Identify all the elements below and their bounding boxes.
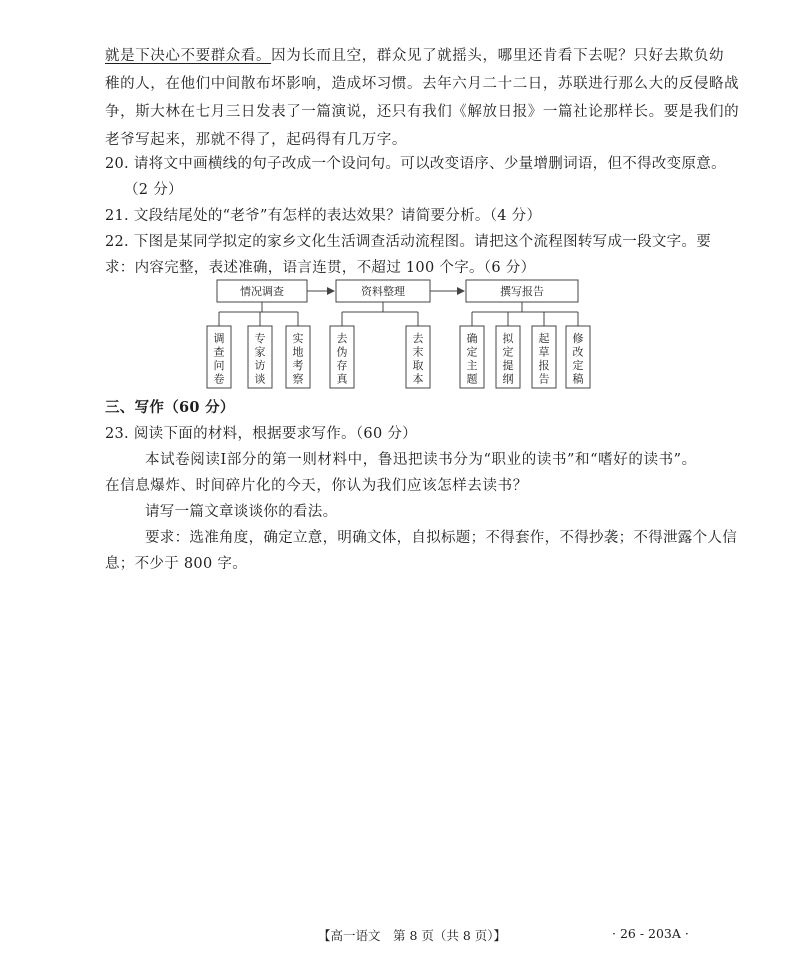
- underlined-sentence: 就是下决心不要群众看。: [105, 48, 272, 64]
- flow-box-investigate-label: 情况调查: [240, 285, 284, 298]
- material-line-1: 本试卷阅读Ⅰ部分的第一则材料中，鲁迅把读书分为“职业的读书”和“嗜好的读书”。: [145, 452, 697, 468]
- requirements-line-2: 息；不少于 800 字。: [105, 556, 247, 572]
- question-22-requirements: 求：内容完整，表述准确，语言连贯，不超过 100 个字。（6 分）: [105, 260, 536, 276]
- flow-box-organize-label: 资料整理: [361, 285, 405, 298]
- flow-v-5: 去末取本: [412, 332, 424, 386]
- material-line-3: 请写一篇文章谈谈你的看法。: [145, 504, 338, 520]
- page-footer: 【高一语文 第 8 页（共 8 页）】: [318, 928, 507, 943]
- question-20: 20. 请将文中画横线的句子改成一个设问句。可以改变语序、少量增删词语，但不得改变原意。: [105, 156, 726, 172]
- question-20-score: （2 分）: [124, 182, 183, 198]
- flow-v-8: 起草报告: [538, 332, 550, 386]
- flow-v-4: 去伪存真: [336, 332, 348, 386]
- flow-v-6: 确定主题: [466, 332, 478, 386]
- material-line-2: 在信息爆炸、时间碎片化的今天，你认为我们应该怎样去读书？: [105, 478, 528, 494]
- passage-line-1: 就是下决心不要群众看。因为长而且空，群众见了就摇头，哪里还肯看下去呢？只好去欺负幼: [105, 48, 725, 64]
- flow-v-3: 实地考察: [292, 332, 304, 386]
- question-23: 23. 阅读下面的材料，根据要求写作。（60 分）: [105, 426, 417, 442]
- flow-v-2: 专家访谈: [254, 332, 266, 386]
- flow-box-report-label: 撰写报告: [500, 285, 544, 298]
- question-21: 21. 文段结尾处的“老爷”有怎样的表达效果？请简要分析。（4 分）: [105, 208, 542, 224]
- flow-v-9: 修改定稿: [572, 332, 584, 386]
- flow-v-7: 拟定提纲: [502, 332, 514, 386]
- requirements-line-1: 要求：选准角度，确定立意，明确文体，自拟标题；不得套作，不得抄袭；不得泄露个人信: [145, 530, 737, 546]
- paper-code: · 26 - 203A ·: [612, 926, 689, 941]
- passage-line-2: 稚的人，在他们中间散布坏影响，造成坏习惯。去年六月二十二日，苏联进行那么大的反侵略战: [105, 76, 740, 92]
- passage-line-3: 争，斯大林在七月三日发表了一篇演说，还只有我们《解放日报》一篇社论那样长。要是我们的: [105, 104, 740, 120]
- passage-line-4: 老爷写起来，那就不得了，起码得有几万字。: [105, 132, 407, 148]
- flow-v-1: 调查问卷: [213, 332, 225, 386]
- question-22: 22. 下图是某同学拟定的家乡文化生活调查活动流程图。请把这个流程图转写成一段文字。要: [105, 234, 712, 250]
- section-3-title: 三、写作（60 分）: [105, 399, 235, 416]
